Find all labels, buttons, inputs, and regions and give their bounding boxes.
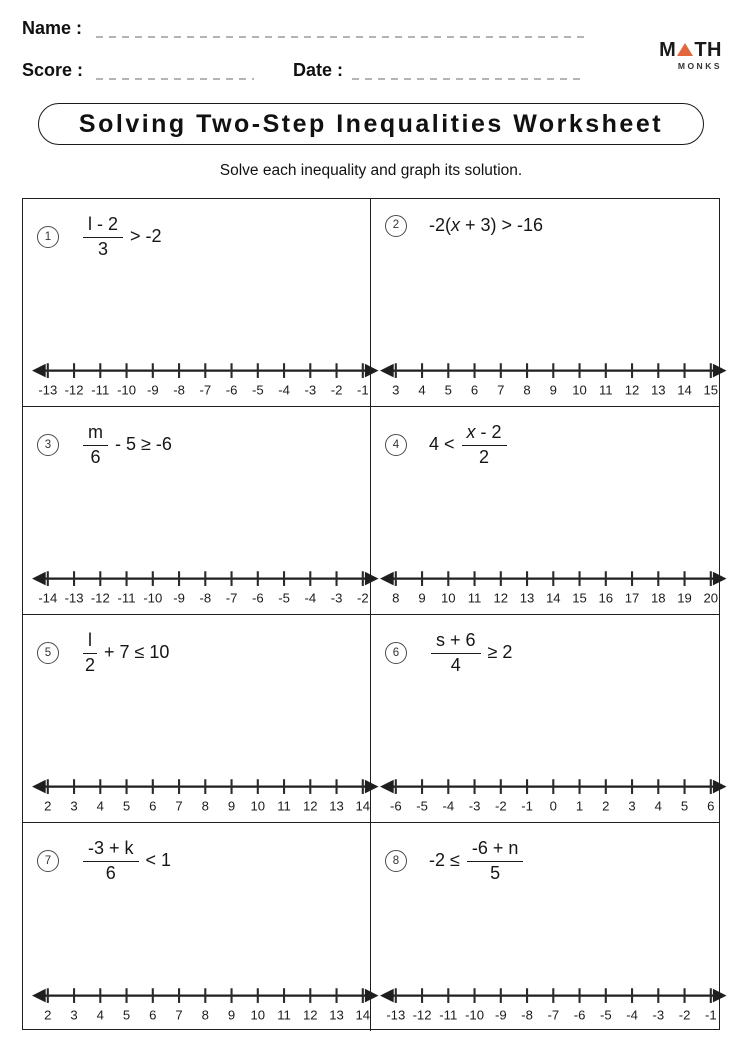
tick-label: 15 — [572, 590, 587, 606]
fraction: $\frac{x - 2}{2}$ — [462, 423, 507, 468]
tick-label: 3 — [70, 798, 78, 814]
inequality-expression: $\frac{l}{2}$ + 7 ≤ 10 — [84, 630, 170, 675]
tick-label: 2 — [44, 798, 52, 814]
fraction: $\frac{s + 6}{4}$ — [431, 631, 481, 676]
tick-label: -7 — [199, 382, 212, 398]
number-line[interactable] — [379, 983, 728, 1025]
fraction: $\frac{-3 + k}{6}$ — [83, 839, 139, 884]
tick-label: -8 — [199, 590, 212, 606]
tick-label: 2 — [44, 1007, 52, 1023]
left-arrow-icon — [32, 572, 46, 586]
tick-label: -1 — [521, 798, 533, 814]
worksheet-title-box — [38, 103, 704, 145]
tick-label: -9 — [173, 590, 185, 606]
tick-label: 11 — [277, 1007, 291, 1023]
right-arrow-icon — [713, 572, 727, 586]
problem-header — [23, 407, 370, 468]
left-arrow-icon — [380, 364, 394, 378]
inequality-expression: $\frac{-3 + k}{6}$ < 1 — [81, 839, 171, 884]
tick-label: 20 — [703, 590, 719, 606]
tick-label: 12 — [302, 1007, 318, 1023]
tick-label: 6 — [149, 1007, 157, 1023]
tick-label: -1 — [704, 1007, 717, 1023]
problem-cell-6 — [371, 615, 719, 823]
problem-cell-3 — [23, 407, 371, 615]
tick-label: -3 — [304, 382, 317, 398]
left-arrow-icon — [32, 989, 46, 1003]
tick-label: 5 — [122, 798, 131, 814]
date-label: Date : — [293, 60, 344, 80]
tick-label: -1 — [356, 382, 369, 398]
tick-label: 11 — [598, 382, 613, 398]
math-monks-logo — [659, 40, 722, 71]
tick-label: 10 — [250, 1007, 266, 1023]
tick-label: -2 — [330, 382, 343, 398]
left-arrow-icon — [380, 572, 394, 586]
tick-label: 6 — [470, 382, 479, 398]
fraction: $\frac{l}{2}$ — [84, 630, 95, 675]
tick-label: 9 — [227, 798, 236, 814]
tick-label: 14 — [355, 1007, 371, 1023]
right-arrow-icon — [713, 780, 727, 794]
left-arrow-icon — [380, 780, 394, 794]
tick-label: -11 — [117, 590, 136, 606]
tick-label: 7 — [175, 1007, 183, 1023]
tick-label: 14 — [677, 382, 692, 398]
inequality-expression: $\frac{s + 6}{4}$ ≥ 2 — [429, 631, 512, 676]
tick-label: -11 — [439, 1007, 458, 1023]
problem-number-badge: 6 — [385, 642, 407, 664]
tick-label: -13 — [64, 590, 84, 606]
name-label: Name : — [22, 18, 83, 38]
tick-label: 7 — [497, 382, 505, 398]
tick-label: -4 — [278, 382, 290, 398]
number-line[interactable] — [31, 566, 380, 608]
problem-number-badge: 3 — [37, 434, 59, 456]
problem-number-badge: 7 — [37, 850, 59, 872]
tick-label: -10 — [465, 1007, 485, 1023]
tick-label: 8 — [201, 798, 209, 814]
right-arrow-icon — [713, 364, 727, 378]
problem-number-badge: 5 — [37, 642, 59, 664]
problem-number-badge: 2 — [385, 215, 407, 237]
tick-label: -4 — [442, 798, 455, 814]
tick-label: 6 — [707, 798, 715, 814]
tick-label: 10 — [250, 798, 266, 814]
tick-label: 5 — [444, 382, 452, 398]
tick-label: 7 — [175, 798, 183, 814]
problem-header — [23, 823, 370, 884]
problem-cell-7 — [23, 823, 371, 1031]
tick-label: -2 — [494, 798, 507, 814]
left-arrow-icon — [32, 364, 46, 378]
tick-label: 17 — [624, 590, 640, 606]
instruction-text: Solve each inequality and graph its solution. — [219, 162, 523, 179]
tick-label: 19 — [677, 590, 692, 606]
tick-label: 13 — [650, 382, 666, 398]
tick-label: -10 — [117, 382, 137, 398]
logo-subword: MONKS — [677, 61, 722, 71]
tick-label: -5 — [599, 1007, 612, 1023]
tick-label: 10 — [572, 382, 587, 398]
problem-cell-8 — [371, 823, 719, 1031]
tick-label: 13 — [329, 1007, 344, 1023]
left-arrow-icon — [380, 989, 394, 1003]
tick-label: -12 — [90, 590, 110, 606]
problem-header — [23, 199, 370, 260]
tick-label: 0 — [549, 798, 557, 814]
inequality-expression: $\frac{m}{6}$ - 5 ≥ -6 — [81, 423, 172, 468]
problem-number-badge: 4 — [385, 434, 407, 456]
worksheet-title: Solving Two-Step Inequalities Worksheet — [78, 109, 664, 138]
tick-label: -6 — [225, 382, 238, 398]
problem-header — [371, 407, 719, 468]
tick-label: 8 — [392, 590, 400, 606]
tick-label: -3 — [468, 798, 481, 814]
tick-label: -8 — [173, 382, 185, 398]
tick-label: 13 — [329, 798, 344, 814]
logo-wordmark — [659, 40, 722, 60]
tick-label: -3 — [652, 1007, 665, 1023]
number-line[interactable] — [379, 566, 728, 608]
tick-label: -12 — [64, 382, 84, 398]
tick-label: 11 — [467, 590, 482, 606]
tick-label: -7 — [225, 590, 238, 606]
inequality-expression: -2(x + 3) > -16 — [429, 215, 544, 236]
tick-label: 8 — [523, 382, 531, 398]
fraction: $\frac{l - 2}{3}$ — [83, 215, 123, 260]
problem-header — [371, 615, 719, 676]
tick-label: 15 — [703, 382, 719, 398]
inequality-expression: -2 ≤ $\frac{-6 + n}{5}$ — [429, 839, 525, 884]
tick-label: -12 — [412, 1007, 432, 1023]
tick-label: 11 — [277, 798, 291, 814]
problem-cell-1 — [23, 199, 371, 407]
number-line[interactable] — [31, 358, 380, 400]
inequality-expression: 4 < $\frac{x - 2}{2}$ — [429, 423, 509, 468]
logo-letter-m: M — [659, 39, 677, 61]
tick-label: -7 — [547, 1007, 560, 1023]
tick-label: 4 — [96, 1007, 104, 1023]
tick-label: 1 — [575, 798, 584, 814]
name-input-line[interactable] — [96, 36, 584, 38]
problem-cell-5 — [23, 615, 371, 823]
tick-label: 4 — [96, 798, 104, 814]
tick-label: -10 — [143, 590, 163, 606]
tick-label: -4 — [626, 1007, 638, 1023]
tick-label: -5 — [251, 382, 264, 398]
right-arrow-icon — [713, 989, 727, 1003]
tick-label: 14 — [355, 798, 371, 814]
tick-label: -9 — [494, 1007, 507, 1023]
logo-letters-th: TH — [694, 39, 722, 61]
tick-label: 9 — [549, 382, 557, 398]
tick-label: 3 — [70, 1007, 78, 1023]
tick-label: 16 — [598, 590, 614, 606]
problem-cell-2 — [371, 199, 719, 407]
left-arrow-icon — [32, 780, 46, 794]
tick-label: 4 — [418, 382, 426, 398]
tick-label: -6 — [389, 798, 402, 814]
tick-label: 2 — [602, 798, 610, 814]
problem-header — [23, 615, 370, 676]
tick-label: 6 — [149, 798, 157, 814]
tick-label: -13 — [386, 1007, 406, 1023]
tick-label: 12 — [302, 798, 318, 814]
tick-label: -3 — [330, 590, 343, 606]
tick-label: -14 — [38, 590, 58, 606]
number-line[interactable] — [379, 358, 728, 400]
problems-grid — [22, 198, 720, 1030]
logo-triangle-icon — [677, 43, 693, 56]
tick-label: 5 — [680, 798, 689, 814]
tick-label: -4 — [304, 590, 317, 606]
tick-label: -5 — [278, 590, 290, 606]
tick-label: -2 — [678, 1007, 691, 1023]
tick-label: -6 — [251, 590, 264, 606]
tick-label: -13 — [38, 382, 58, 398]
tick-label: 3 — [628, 798, 636, 814]
tick-label: 3 — [392, 382, 400, 398]
tick-label: 14 — [546, 590, 561, 606]
tick-label: 4 — [654, 798, 662, 814]
problem-number-badge: 1 — [37, 226, 59, 248]
tick-label: -8 — [521, 1007, 533, 1023]
tick-label: -5 — [416, 798, 428, 814]
tick-label: 18 — [650, 590, 666, 606]
tick-label: 9 — [227, 1007, 236, 1023]
tick-label: -11 — [91, 382, 110, 398]
tick-label: 12 — [624, 382, 640, 398]
tick-label: 8 — [201, 1007, 209, 1023]
date-input-line[interactable] — [352, 78, 584, 80]
problem-header — [371, 199, 719, 237]
number-line[interactable] — [379, 774, 728, 816]
tick-label: -6 — [573, 1007, 586, 1023]
score-label: Score : — [22, 60, 84, 80]
fraction: $\frac{m}{6}$ — [83, 423, 108, 468]
tick-label: -9 — [146, 382, 159, 398]
tick-label: 13 — [519, 590, 535, 606]
tick-label: 10 — [441, 590, 456, 606]
tick-label: -2 — [356, 590, 369, 606]
inequality-expression: $\frac{l - 2}{3}$ > -2 — [81, 215, 162, 260]
tick-label: 12 — [493, 590, 509, 606]
problem-cell-4 — [371, 407, 719, 615]
number-line[interactable] — [31, 774, 380, 816]
fraction: $\frac{-6 + n}{5}$ — [467, 839, 524, 884]
tick-label: 9 — [418, 590, 426, 606]
problem-header — [371, 823, 719, 884]
number-line[interactable] — [31, 983, 380, 1025]
problem-number-badge: 8 — [385, 850, 407, 872]
score-input-line[interactable] — [96, 78, 254, 80]
tick-label: 5 — [122, 1007, 131, 1023]
